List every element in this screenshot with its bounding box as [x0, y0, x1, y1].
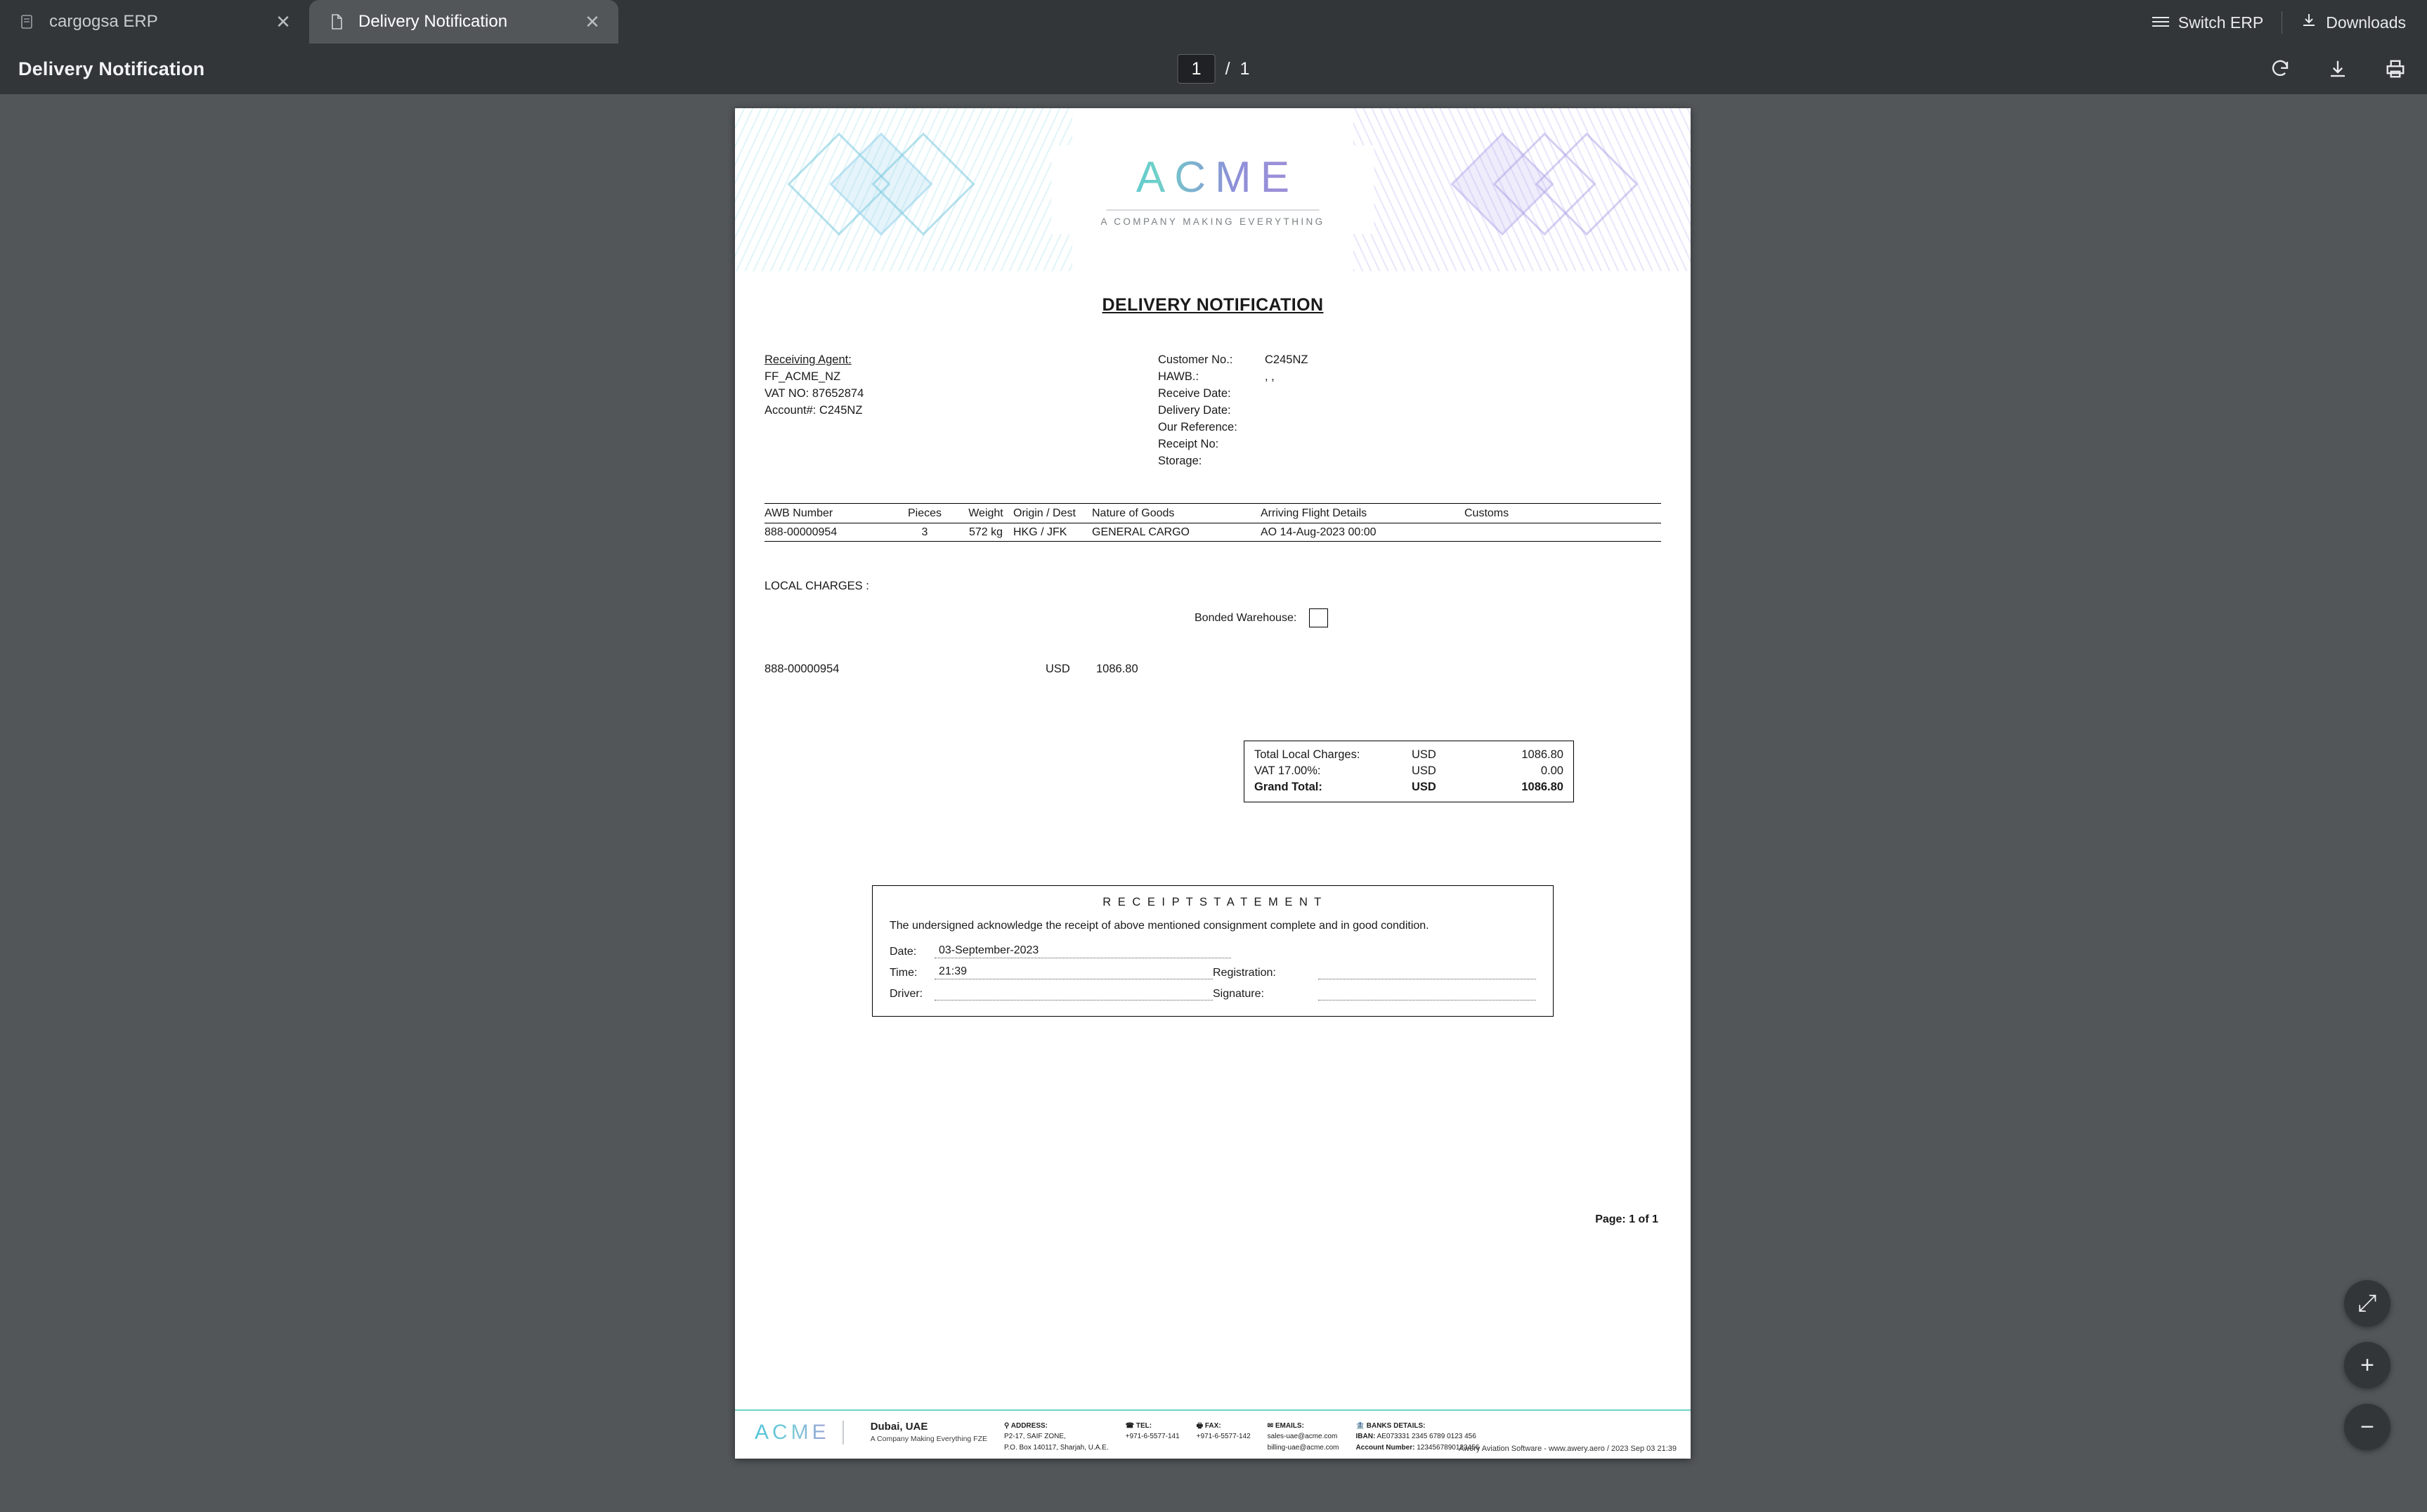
download-icon[interactable] — [2324, 56, 2351, 82]
receipt-signature-value[interactable] — [1318, 986, 1536, 1001]
footer-iban-label: IBAN: — [1355, 1433, 1376, 1440]
total-value: 1086.80 — [1521, 781, 1563, 794]
meta-row-storage — [1158, 453, 1523, 470]
table-row — [764, 523, 1661, 542]
pdf-document-title: Delivery Notification — [18, 58, 205, 79]
pdf-page — [735, 108, 1691, 1459]
page-total: 1 — [1239, 58, 1250, 79]
receipt-signature-field — [1213, 986, 1536, 1001]
total-row-local-charges — [1254, 747, 1563, 763]
footer-city-label: Dubai, UAE — [870, 1420, 928, 1433]
meta-value — [1265, 419, 1523, 436]
footer-emails-heading — [1268, 1421, 1339, 1432]
page-footer-count: Page: 1 of 1 — [1595, 1213, 1658, 1225]
receipt-date-row — [890, 944, 1536, 958]
meta-row-delivery-date — [1158, 403, 1523, 419]
meta-row-receipt-no — [1158, 436, 1523, 453]
receipt-driver-row — [890, 986, 1536, 1001]
footer-address-line2: P.O. Box 140117, Sharjah, U.A.E. — [1004, 1443, 1109, 1452]
bonded-warehouse-checkbox[interactable] — [1309, 608, 1328, 627]
receiving-agent-block — [764, 352, 1158, 469]
total-row-vat — [1254, 763, 1563, 779]
total-row-grand-total — [1254, 779, 1563, 795]
meta-label: Delivery Date: — [1158, 403, 1231, 417]
pdf-icon — [327, 13, 346, 31]
total-value: 0.00 — [1540, 764, 1563, 778]
browser-tab-delivery-notification[interactable] — [309, 0, 618, 44]
document-footer — [735, 1409, 1691, 1459]
receipt-time-row — [890, 965, 1536, 979]
footer-tel-heading — [1126, 1421, 1180, 1432]
zoom-out-button[interactable]: − — [2344, 1404, 2390, 1450]
meta-row-our-reference — [1158, 419, 1523, 436]
document-header-banner — [735, 108, 1691, 271]
receipt-driver-label: Driver: — [890, 987, 923, 1000]
charge-awb-number: 888-00000954 — [764, 663, 840, 676]
total-value: 1086.80 — [1521, 748, 1563, 762]
footer-banks-label: BANKS DETAILS: — [1366, 1421, 1426, 1430]
meta-label: HAWB.: — [1158, 370, 1199, 383]
total-currency: USD — [1412, 748, 1436, 762]
footer-email-1: sales-uae@acme.com — [1267, 1433, 1338, 1440]
cell-nature-of-goods: GENERAL CARGO — [1092, 526, 1190, 539]
cell-awb-number: 888-00000954 — [764, 526, 838, 539]
footer-banks-heading — [1356, 1421, 1480, 1432]
download-icon — [2301, 12, 2317, 33]
bank-icon: 🏦 — [1355, 1421, 1365, 1430]
column-header-arriving-flight-details: Arriving Flight Details — [1261, 507, 1367, 520]
receipt-time-value[interactable]: 21:39 — [935, 965, 1213, 979]
receipt-driver-value[interactable] — [935, 986, 1213, 1001]
footer-fax-label: FAX: — [1204, 1421, 1221, 1430]
browser-tab-label: Delivery Notification — [358, 12, 508, 31]
meta-label: Our Reference: — [1158, 420, 1237, 434]
fax-icon: 🖶 — [1196, 1421, 1204, 1430]
footer-tel-label: TEL: — [1136, 1421, 1152, 1430]
awb-table-header — [764, 503, 1661, 523]
receipt-statement-text: The undersigned acknowledge the receipt of above mentioned consignment complete and in good condition. — [890, 920, 1429, 932]
meta-label: Receipt No: — [1158, 437, 1219, 450]
page-indicator — [1178, 54, 1250, 84]
receiving-agent-account: Account#: C245NZ — [764, 403, 863, 417]
footer-account-label: Account Number: — [1355, 1443, 1415, 1452]
print-icon[interactable] — [2382, 56, 2409, 82]
receipt-date-field — [890, 944, 1231, 958]
total-currency: USD — [1412, 781, 1436, 794]
company-tagline: A COMPANY MAKING EVERYTHING — [1100, 216, 1325, 227]
column-header-nature-of-goods: Nature of Goods — [1092, 507, 1175, 520]
receiving-agent-heading: Receiving Agent: — [764, 353, 852, 366]
zoom-in-button[interactable]: + — [2344, 1342, 2390, 1388]
meta-value — [1265, 436, 1523, 453]
receiving-agent-vat: VAT NO: 87652874 — [764, 386, 864, 400]
cell-weight: 572 kg — [968, 526, 1003, 539]
receipt-statement-title: R E C E I P T S T A T E M E N T — [1102, 896, 1323, 909]
rotate-icon[interactable] — [2267, 56, 2293, 82]
fit-to-page-icon[interactable]: ⤢ — [2344, 1280, 2390, 1327]
total-currency: USD — [1412, 764, 1436, 778]
footer-email-2: billing-uae@acme.com — [1267, 1443, 1339, 1452]
footer-address-label: ADDRESS: — [1010, 1421, 1048, 1430]
column-header-origin-dest: Origin / Dest — [1013, 507, 1076, 520]
footer-iban-value: AE073331 2345 6789 0123 456 — [1377, 1433, 1476, 1440]
meta-value — [1265, 453, 1523, 470]
document-top-section — [764, 352, 1661, 469]
footer-iban — [1356, 1431, 1480, 1442]
totals-box — [1244, 741, 1574, 802]
meta-value: C245NZ — [1265, 353, 1308, 366]
footer-city — [871, 1421, 987, 1443]
downloads-button[interactable] — [2301, 12, 2406, 33]
total-label: Grand Total: — [1254, 781, 1322, 794]
column-header-weight: Weight — [968, 507, 1003, 520]
footer-account-value: 1234567890123456 — [1417, 1443, 1480, 1452]
receipt-time-label: Time: — [890, 966, 918, 979]
footer-fax-value: +971-6-5577-142 — [1196, 1433, 1251, 1440]
meta-row-receive-date — [1158, 386, 1523, 403]
awb-table — [764, 503, 1661, 542]
meta-row-hawb — [1158, 369, 1523, 386]
logo-divider — [1106, 209, 1319, 211]
receiving-agent-name: FF_ACME_NZ — [764, 370, 841, 383]
pdf-viewer-canvas[interactable] — [0, 94, 2427, 1512]
downloads-label: Downloads — [2326, 13, 2406, 32]
cell-pieces: 3 — [921, 526, 928, 539]
footer-entity: A Company Making Everything FZE — [870, 1434, 988, 1443]
footer-fax — [1197, 1421, 1251, 1442]
meta-label: Customer No.: — [1158, 353, 1233, 366]
page-icon — [18, 13, 37, 31]
pdf-toolbar-actions — [2267, 56, 2409, 82]
browser-tab-cargogsa-erp[interactable] — [0, 0, 309, 44]
zoom-controls — [2344, 1280, 2390, 1450]
footer-emails-label: EMAILS: — [1275, 1421, 1304, 1430]
charge-line-row — [764, 663, 1661, 676]
company-logo-text: ACME — [1100, 152, 1325, 202]
total-label: VAT 17.00%: — [1254, 764, 1321, 778]
bonded-warehouse-field — [1195, 608, 1661, 627]
page-number-input[interactable]: 1 — [1178, 54, 1216, 84]
receipt-time-field — [890, 965, 1213, 979]
charge-currency: USD — [1046, 663, 1070, 676]
switch-erp-button[interactable] — [2152, 13, 2263, 32]
pin-icon: ⚲ — [1004, 1421, 1010, 1430]
column-header-pieces: Pieces — [907, 507, 942, 520]
footer-fax-heading — [1197, 1421, 1251, 1432]
browser-tab-strip — [0, 0, 2427, 44]
column-header-customs: Customs — [1464, 507, 1509, 520]
receipt-signature-label: Signature: — [1213, 987, 1264, 1000]
total-label: Total Local Charges: — [1254, 748, 1360, 762]
footer-logo: ACME — [755, 1421, 844, 1445]
page-separator: / — [1225, 58, 1230, 79]
mail-icon: ✉ — [1267, 1421, 1274, 1430]
footer-emails — [1268, 1421, 1339, 1454]
footer-address — [1004, 1421, 1109, 1454]
document-meta-block — [1158, 352, 1523, 469]
meta-value — [1265, 386, 1523, 403]
footer-software-signature: Awery Aviation Software - www.awery.aero / 2023 Sep 03 21:39 — [1458, 1445, 1677, 1453]
receipt-registration-label: Registration: — [1213, 966, 1276, 979]
company-logo — [1051, 145, 1374, 234]
local-charges-label: LOCAL CHARGES : — [764, 580, 869, 593]
footer-tel — [1126, 1421, 1180, 1442]
close-icon[interactable]: ✕ — [585, 11, 600, 32]
hamburger-icon — [2152, 13, 2170, 32]
receipt-registration-field — [1213, 965, 1536, 979]
close-icon[interactable]: ✕ — [275, 11, 291, 32]
bonded-warehouse-label: Bonded Warehouse: — [1195, 611, 1297, 624]
cell-customs — [1464, 526, 1661, 539]
receipt-driver-field — [890, 986, 1213, 1001]
receipt-date-label: Date: — [890, 945, 917, 958]
receipt-statement-box — [872, 885, 1554, 1016]
cell-arriving-flight-details: AO 14-Aug-2023 00:00 — [1261, 526, 1377, 539]
footer-tel-value: +971-6-5577-141 — [1125, 1433, 1180, 1440]
receipt-date-value[interactable]: 03-September-2023 — [935, 944, 1231, 958]
document-body — [735, 295, 1691, 1226]
browser-toolbar-right — [2152, 11, 2427, 44]
switch-erp-label: Switch ERP — [2178, 13, 2264, 32]
footer-address-line1: P2-17, SAIF ZONE, — [1004, 1433, 1066, 1440]
cell-origin-dest: HKG / JFK — [1013, 526, 1067, 539]
meta-label: Receive Date: — [1158, 386, 1231, 400]
meta-value — [1265, 403, 1523, 419]
document-title: DELIVERY NOTIFICATION — [1102, 295, 1324, 315]
meta-label: Storage: — [1158, 454, 1202, 467]
footer-address-heading — [1004, 1421, 1109, 1432]
charge-amount: 1086.80 — [1096, 663, 1138, 676]
phone-icon: ☎ — [1125, 1421, 1135, 1430]
receipt-registration-value[interactable] — [1318, 965, 1536, 979]
browser-tab-label: cargogsa ERP — [49, 12, 158, 31]
column-header-awb-number: AWB Number — [764, 507, 833, 520]
pdf-viewer-toolbar — [0, 44, 2427, 94]
meta-value: , , — [1265, 370, 1275, 383]
meta-row-customer-no — [1158, 352, 1523, 369]
